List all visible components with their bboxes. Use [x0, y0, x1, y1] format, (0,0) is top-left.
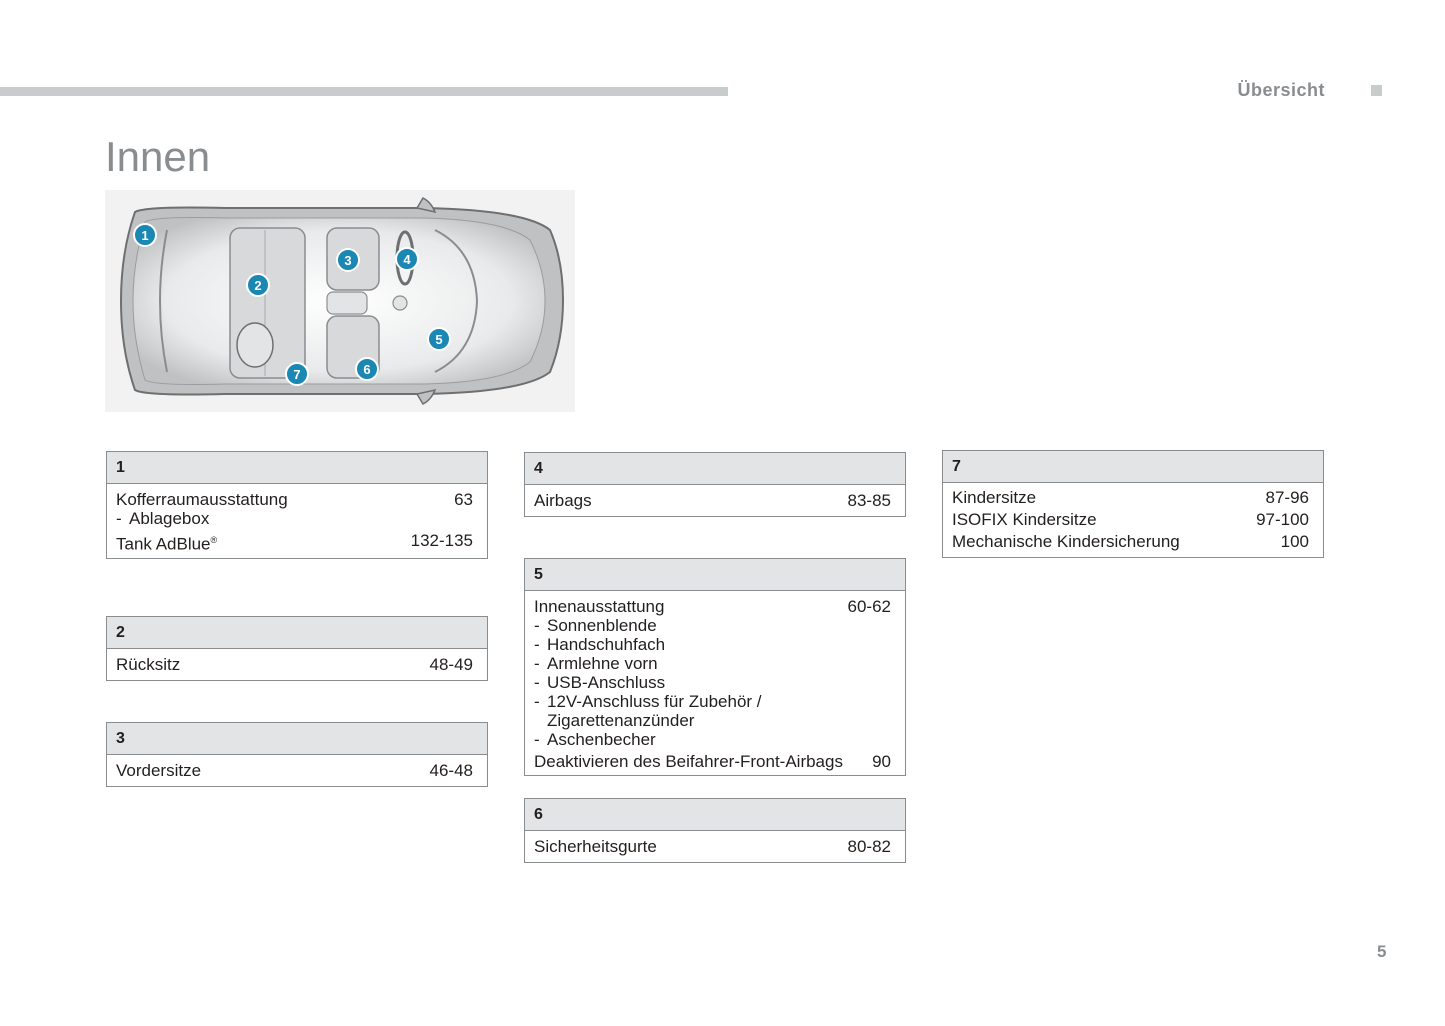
index-row — [534, 597, 891, 616]
page-ref: 63 — [454, 490, 473, 509]
info-box-5 — [524, 558, 906, 776]
index-row — [116, 490, 473, 509]
section-marker — [1371, 85, 1382, 96]
entry-label: Deaktivieren des Beifahrer-Front-Airbags — [534, 752, 843, 771]
box-number: 7 — [943, 451, 1323, 483]
sub-entry: - Handschuhfach — [534, 635, 666, 654]
page-ref: 60-62 — [847, 597, 891, 616]
marker-7: 7 — [293, 367, 301, 382]
entry-label: Kindersitze — [952, 488, 1037, 507]
entry-label: Tank AdBlue® — [116, 534, 218, 554]
index-row — [116, 531, 473, 554]
header-rule — [0, 87, 728, 96]
sub-entry: - Sonnenblende — [534, 616, 657, 635]
sub-entry-continuation: Zigarettenanzünder — [547, 711, 695, 730]
sub-entry: - Aschenbecher — [534, 730, 656, 749]
marker-1: 1 — [141, 228, 149, 243]
box-number: 4 — [525, 453, 905, 485]
box-number: 5 — [525, 559, 905, 591]
info-box-2 — [106, 616, 488, 681]
entry-label: Vordersitze — [116, 761, 202, 780]
sub-entry: - Armlehne vorn — [534, 654, 658, 673]
page-ref: 46-48 — [429, 761, 473, 780]
info-box-4 — [524, 452, 906, 517]
page-ref: 48-49 — [429, 655, 473, 674]
index-row — [534, 491, 891, 510]
page-ref: 80-82 — [847, 837, 891, 856]
page-ref: 132-135 — [410, 531, 473, 550]
entry-label: Rücksitz — [116, 655, 181, 674]
entry-label: Innenausstattung — [534, 597, 665, 616]
info-box-1 — [106, 451, 488, 559]
index-row — [952, 509, 1309, 531]
page-ref: 83-85 — [847, 491, 891, 510]
marker-3: 3 — [344, 253, 352, 268]
entry-label: Kofferraumausstattung — [116, 490, 288, 509]
marker-5: 5 — [435, 332, 443, 347]
index-row — [952, 531, 1309, 553]
index-row — [116, 655, 473, 674]
sub-entry: - USB-Anschluss — [534, 673, 666, 692]
box-number: 1 — [107, 452, 487, 484]
entry-label: Airbags — [534, 491, 592, 510]
box-number: 6 — [525, 799, 905, 831]
info-box-7 — [942, 450, 1324, 558]
marker-4: 4 — [403, 252, 411, 267]
index-row — [116, 761, 473, 780]
marker-6: 6 — [363, 362, 371, 377]
entry-label: ISOFIX Kindersitze — [952, 510, 1097, 529]
box-number: 2 — [107, 617, 487, 649]
car-interior-illustration — [105, 190, 575, 412]
page-ref: 97-100 — [1256, 510, 1309, 529]
page-ref: 90 — [872, 752, 891, 771]
page-title: Innen — [105, 133, 211, 180]
index-row — [952, 487, 1309, 509]
box-number: 3 — [107, 723, 487, 755]
index-row — [534, 752, 891, 771]
info-box-6 — [524, 798, 906, 863]
index-row — [534, 837, 891, 856]
page-ref: 87-96 — [1265, 488, 1309, 507]
entry-label: Sicherheitsgurte — [534, 837, 657, 856]
sub-entry: - 12V-Anschluss für Zubehör / — [534, 692, 762, 711]
entry-label: Mechanische Kindersicherung — [952, 532, 1180, 551]
page-ref: 100 — [1280, 532, 1309, 551]
page-number: 5 — [1377, 942, 1387, 961]
info-box-3 — [106, 722, 488, 787]
sub-entry: - Ablagebox — [116, 509, 210, 528]
section-title: Übersicht — [1237, 80, 1325, 100]
marker-2: 2 — [254, 278, 262, 293]
